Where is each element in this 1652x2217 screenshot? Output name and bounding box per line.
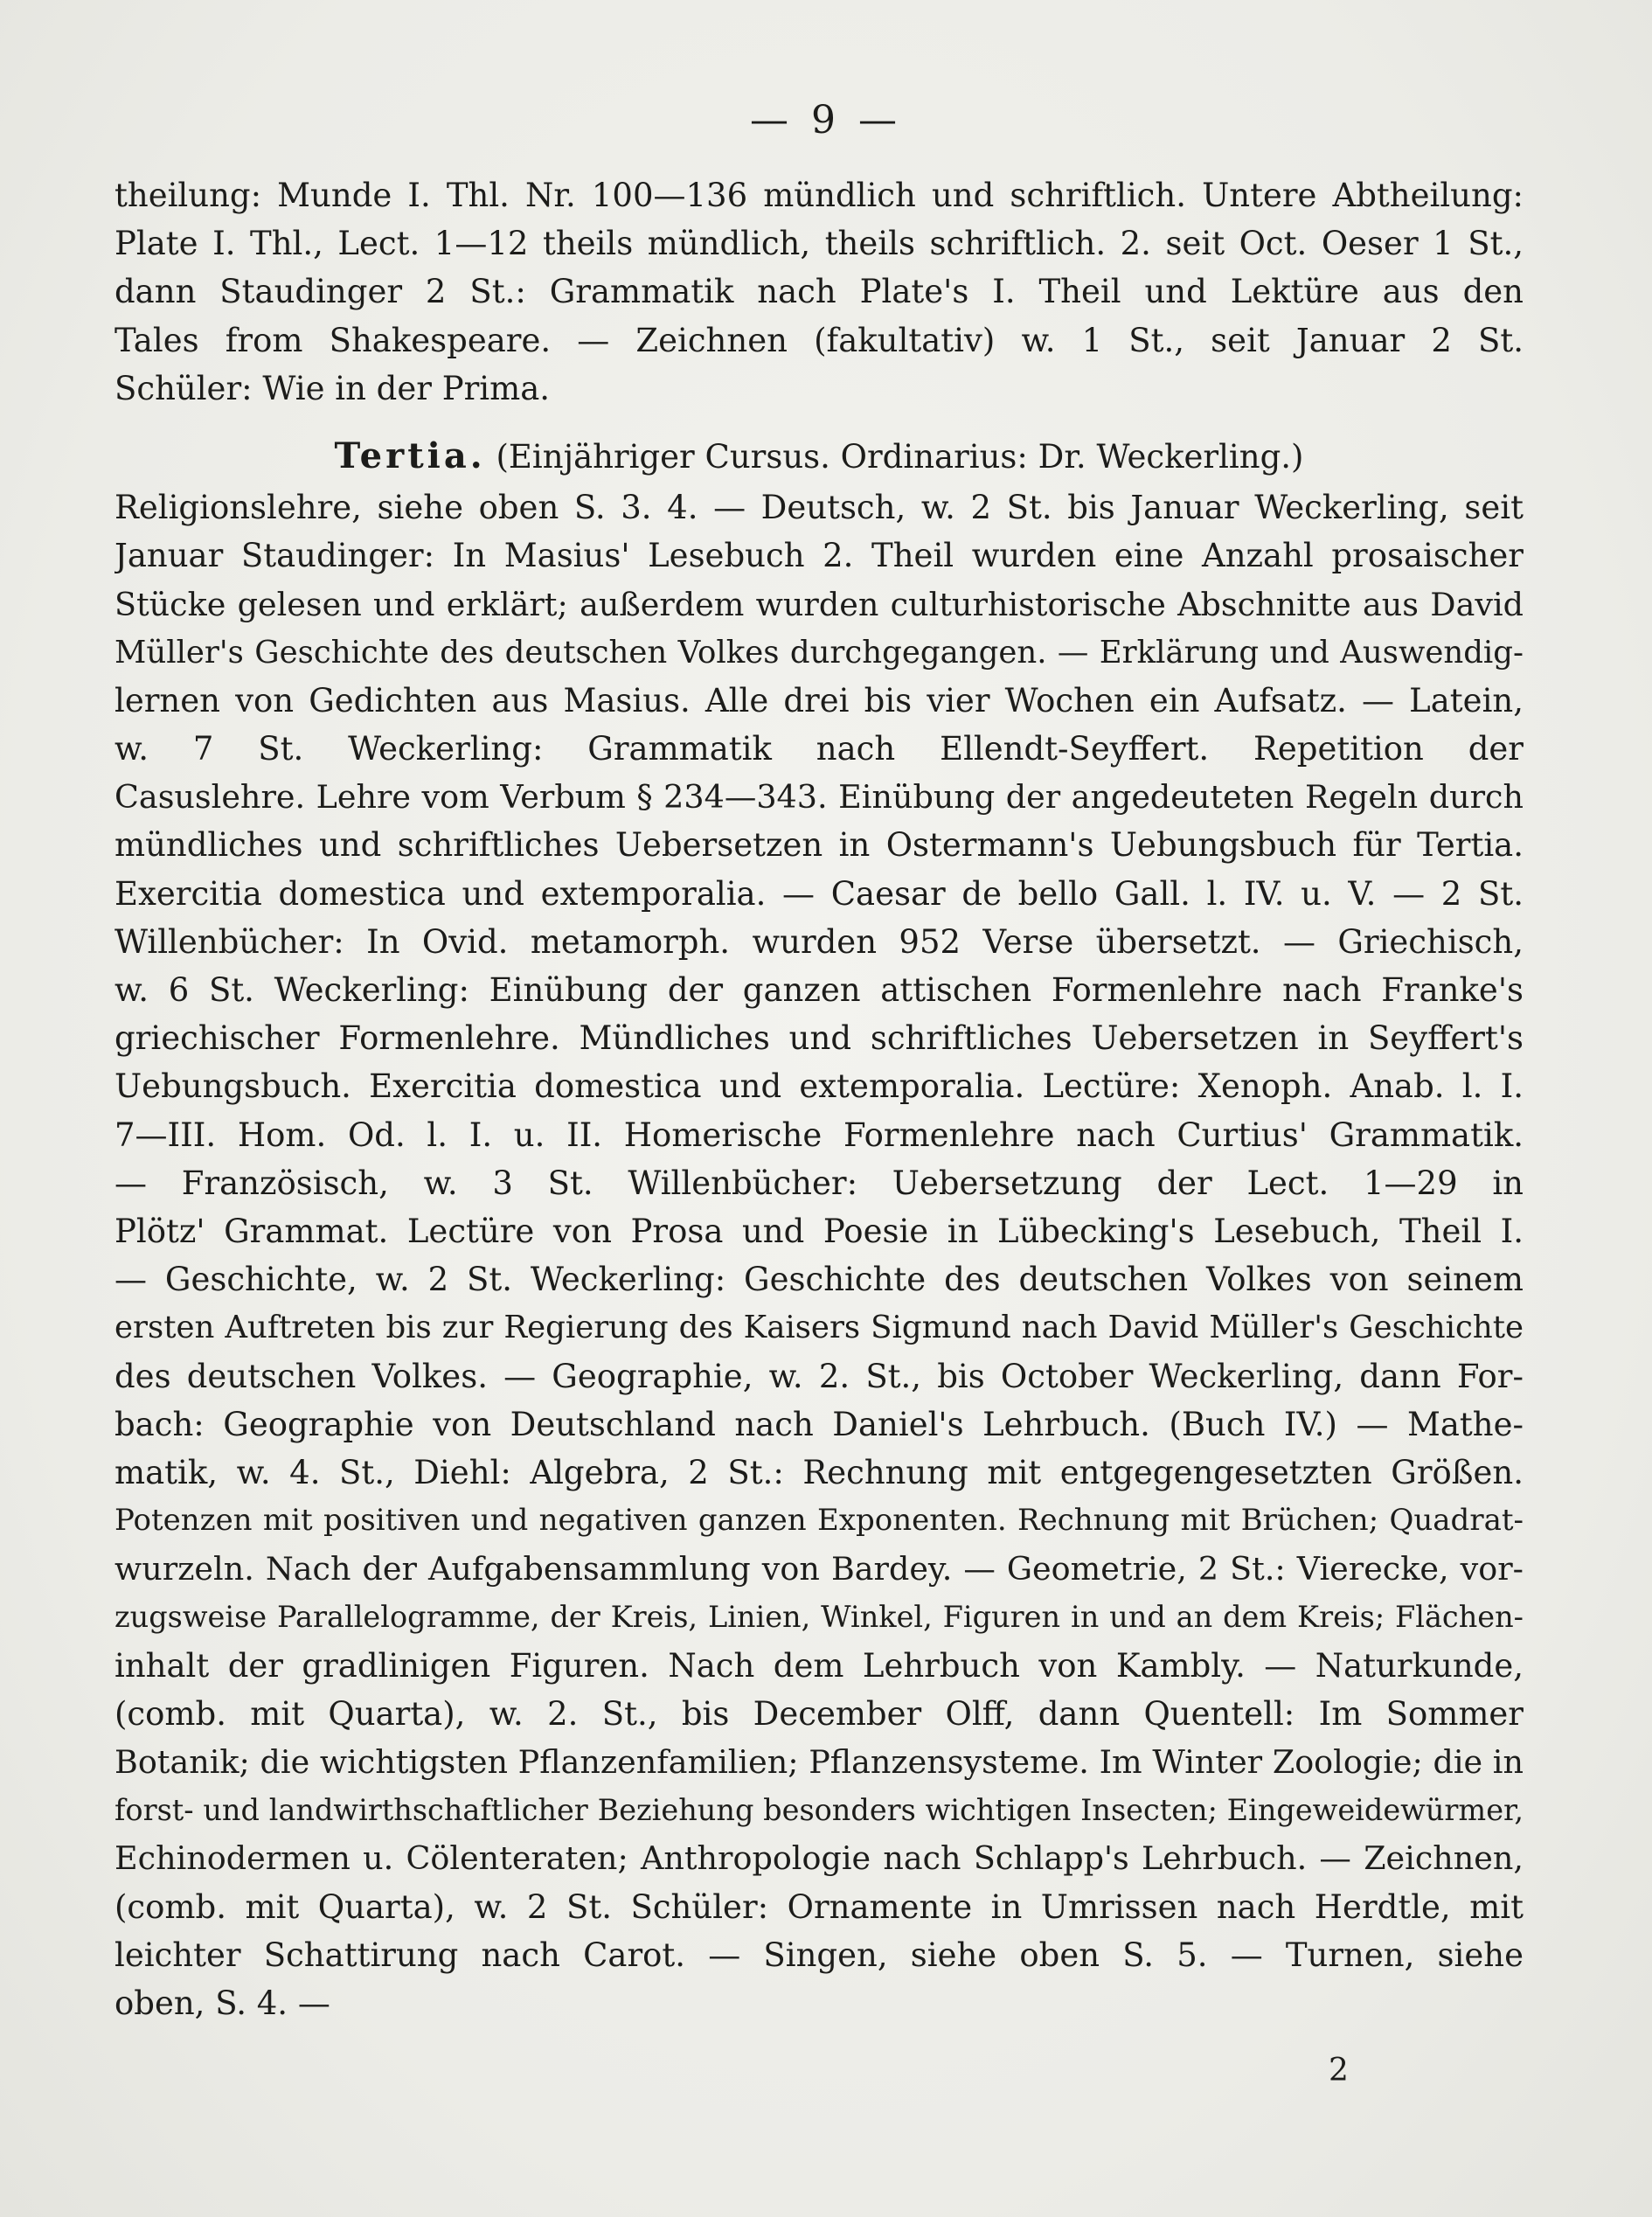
text-line: Willenbücher: In Ovid. metamorph. wurden 952 Verse übersetzt. — Griechisch, xyxy=(115,922,1524,961)
section-subtitle: (Einjähriger Cursus. Ordinarius: Dr. Weckerling.) xyxy=(496,437,1304,476)
text-line: — Geschichte, w. 2 St. Weckerling: Geschichte des deutschen Volkes von seinem xyxy=(115,1261,1524,1299)
text-line: w. 6 St. Weckerling: Einübung der ganzen attischen Formenlehre nach Franke's xyxy=(115,971,1524,1009)
text-line: wurzeln. Nach der Aufgabensammlung von Bardey. — Geometrie, 2 St.: Vierecke, vor- xyxy=(115,1550,1524,1588)
text-line: leichter Schattirung nach Carot. — Singen, siehe oben S. 5. — Turnen, siehe xyxy=(115,1936,1524,1974)
text-line: Uebungsbuch. Exercitia domestica und extemporalia. Lectüre: Xenoph. Anab. l. I. xyxy=(115,1067,1524,1106)
text-line: dann Staudinger 2 St.: Grammatik nach Plate's I. Theil und Lektüre aus den xyxy=(115,273,1524,311)
text-line: Stücke gelesen und erklärt; außerdem wurden culturhistorische Abschnitte aus David xyxy=(115,585,1524,623)
text-line: griechischer Formenlehre. Mündliches und schriftliches Uebersetzen in Seyffert's xyxy=(115,1019,1524,1058)
text-line: zugsweise Parallelogramme, der Kreis, Linien, Winkel, Figuren in und an dem Kreis; Flächen- xyxy=(115,1600,1524,1635)
text-line: ersten Auftreten bis zur Regierung des Kaisers Sigmund nach David Müller's Geschichte xyxy=(115,1310,1524,1346)
text-line: Exercitia domestica und extemporalia. — Caesar de bello Gall. l. IV. u. V. — 2 St. xyxy=(115,874,1524,913)
text-line: Potenzen mit positiven und negativen ganzen Exponenten. Rechnung mit Brüchen; Quadrat- xyxy=(115,1503,1524,1539)
text-line: 7—III. Hom. Od. l. I. u. II. Homerische Formenlehre nach Curtius' Grammatik. xyxy=(115,1115,1524,1154)
signature-mark: 2 xyxy=(1329,2053,1349,2088)
text-line: theilung: Munde I. Thl. Nr. 100—136 mündlich und schriftlich. Untere Abtheilung: xyxy=(115,177,1524,214)
text-line: — Französisch, w. 3 St. Willenbücher: Uebersetzung der Lect. 1—29 in xyxy=(115,1164,1524,1202)
text-line: Religionslehre, siehe oben S. 3. 4. — Deutsch, w. 2 St. bis Januar Weckerling, seit xyxy=(115,489,1524,527)
text-line: Schüler: Wie in der Prima. xyxy=(115,369,551,407)
body-text xyxy=(115,171,1524,2027)
text-line: oben, S. 4. — xyxy=(115,1984,330,2022)
text-line: des deutschen Volkes. — Geographie, w. 2. St., bis October Weckerling, dann For- xyxy=(115,1357,1524,1395)
text-line: Echinodermen u. Cölenteraten; Anthropologie nach Schlapp's Lehrbuch. — Zeichnen, xyxy=(115,1839,1524,1878)
text-line: mündliches und schriftliches Uebersetzen in Ostermann's Uebungsbuch für Tertia. xyxy=(115,826,1524,865)
section-heading xyxy=(115,432,1524,480)
text-line: matik, w. 4. St., Diehl: Algebra, 2 St.: Rechnung mit entgegengesetzten Größen. xyxy=(115,1453,1524,1491)
text-line: inhalt der gradlinigen Figuren. Nach dem Lehrbuch von Kambly. — Naturkunde, xyxy=(115,1646,1524,1685)
text-line: forst- und landwirthschaftlicher Beziehung besonders wichtigen Insecten; Eingeweidewürmer, xyxy=(115,1793,1524,1828)
text-line: Plötz' Grammat. Lectüre von Prosa und Poesie in Lübecking's Lesebuch, Theil I. xyxy=(115,1212,1524,1250)
text-line: w. 7 St. Weckerling: Grammatik nach Ellendt-Seyffert. Repetition der xyxy=(115,730,1524,768)
text-line: (comb. mit Quarta), w. 2 St. Schüler: Ornamente in Umrissen nach Herdtle, mit xyxy=(115,1887,1524,1926)
text-line: Tales from Shakespeare. — Zeichnen (fakultativ) w. 1 St., seit Januar 2 St. xyxy=(115,321,1524,359)
page-number: — 9 — xyxy=(750,98,902,142)
text-line: Plate I. Thl., Lect. 1—12 theils mündlich, theils schriftlich. 2. seit Oct. Oeser 1 St., xyxy=(115,225,1524,263)
text-line: Januar Staudinger: In Masius' Lesebuch 2. Theil wurden eine Anzahl prosaischer xyxy=(115,537,1524,575)
section-title: Tertia. xyxy=(334,434,486,476)
text-line: lernen von Gedichten aus Masius. Alle drei bis vier Wochen ein Aufsatz. — Latein, xyxy=(115,681,1524,719)
text-line: (comb. mit Quarta), w. 2. St., bis December Olff, dann Quentell: Im Sommer xyxy=(115,1694,1524,1733)
text-line: bach: Geographie von Deutschland nach Daniel's Lehrbuch. (Buch IV.) — Mathe- xyxy=(115,1405,1524,1443)
text-line: Müller's Geschichte des deutschen Volkes durchgegangen. — Erklärung und Auswendig- xyxy=(115,634,1524,671)
text-line: Casuslehre. Lehre vom Verbum § 234—343. Einübung der angedeuteten Regeln durch xyxy=(115,778,1524,817)
text-line: Botanik; die wichtigsten Pflanzenfamilien; Pflanzensysteme. Im Winter Zoologie; die in xyxy=(115,1743,1524,1781)
